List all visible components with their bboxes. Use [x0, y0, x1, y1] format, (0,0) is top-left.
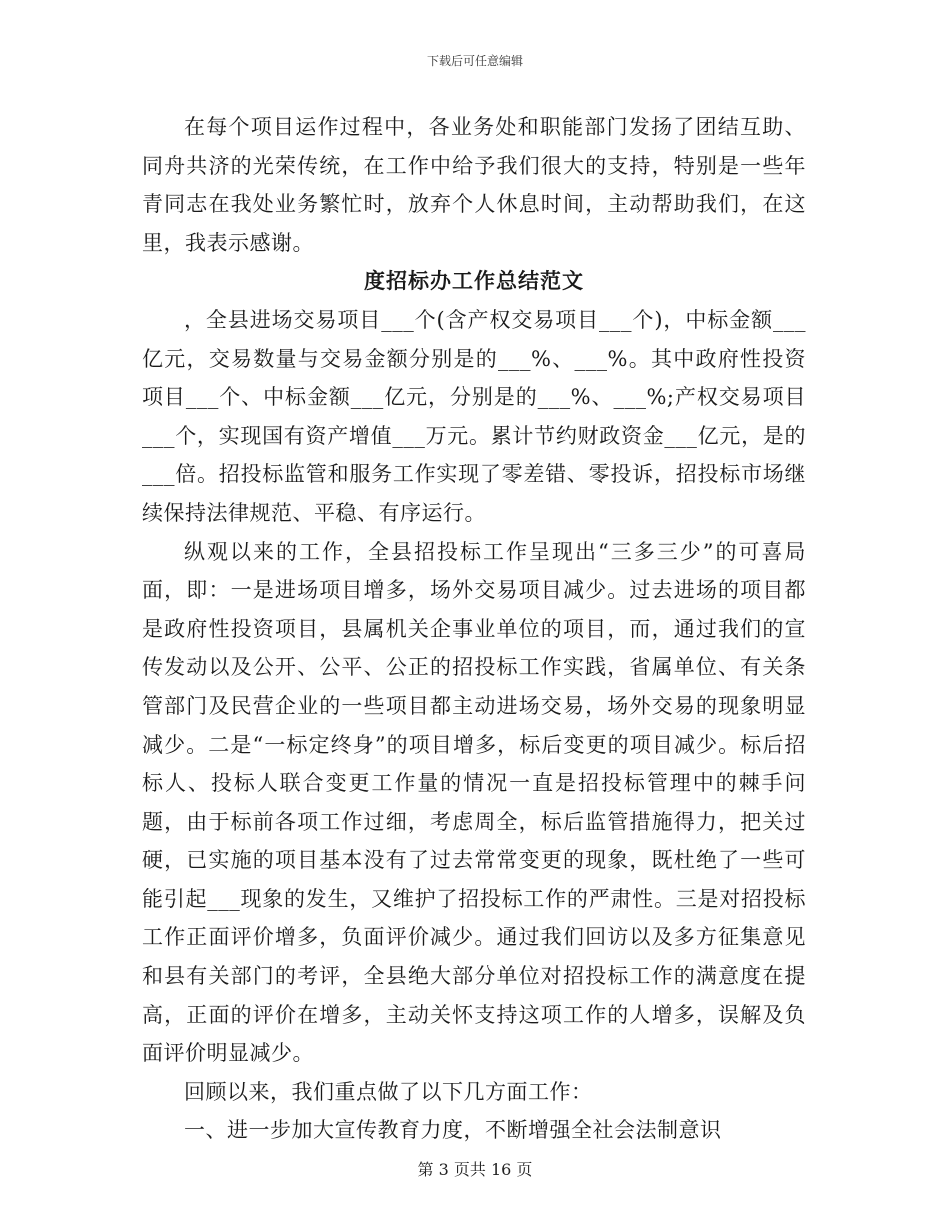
- section-title: 度招标办工作总结范文: [364, 269, 584, 294]
- paragraph-statistics: ，全县进场交易项目___个(含产权交易项目___个)，中标金额___亿元，交易数量与交易金额分别是的___%、___%。其中政府性投资项目___个、中标金额___亿元，分别是的___%、___%;产权交易项目___个，实现国有资产增值___万元。累计节约财政资金___亿元，是的___倍。招投标监管和服务工作实现了零差错、零投诉，招投标市场继续保持法律规范、平稳、有序运行。: [142, 307, 806, 525]
- page-header: 下载后可任意编辑: [426, 54, 523, 68]
- paragraph-overview: 纵观以来的工作，全县招投标工作呈现出“三多三少”的可喜局面，即：一是进场项目增多，场外交易项目减少。过去进场的项目都是政府性投资项目，县属机关企事业单位的项目，而，通过我们的宣传发动以及公开、公平、公正的招投标工作实践，省属单位、有关条管部门及民营企业的一些项目都主动进场交易，场外交易的现象明显减少。二是“一标定终身”的项目增多，标后变更的项目减少。标后招标人、投标人联合变更工作量的情况一直是招投标管理中的棘手问题，由于标前各项工作过细，考虑周全，标后监管措施得力，把关过硬，已实施的项目基本没有了过去常常变更的现象，既杜绝了一些可能引起___现象的发生，又维护了招投标工作的严肃性。三是对招投标工作正面评价增多，负面评价减少。通过我们回访以及多方征集意见和县有关部门的考评，全县绝大部分单位对招投标工作的满意度在提高，正面的评价在增多，主动关怀支持这项工作的人增多，误解及负面评价明显减少。: [142, 539, 806, 1066]
- document-body: [142, 108, 806, 1150]
- paragraph-review: 回顾以来，我们重点做了以下几方面工作：: [184, 1079, 593, 1104]
- paragraph-thanks: 在每个项目运作过程中，各业务处和职能部门发扬了团结互助、同舟共济的光荣传统，在工作中给予我们很大的支持，特别是一些年青同志在我处业务繁忙时，放弃个人休息时间，主动帮助我们，在这里，我表示感谢。: [142, 115, 806, 255]
- paragraph-section-one: 一、进一步加大宣传教育力度，不断增强全社会法制意识: [184, 1118, 722, 1143]
- page-footer: 第 3 页共 16 页: [417, 1160, 533, 1179]
